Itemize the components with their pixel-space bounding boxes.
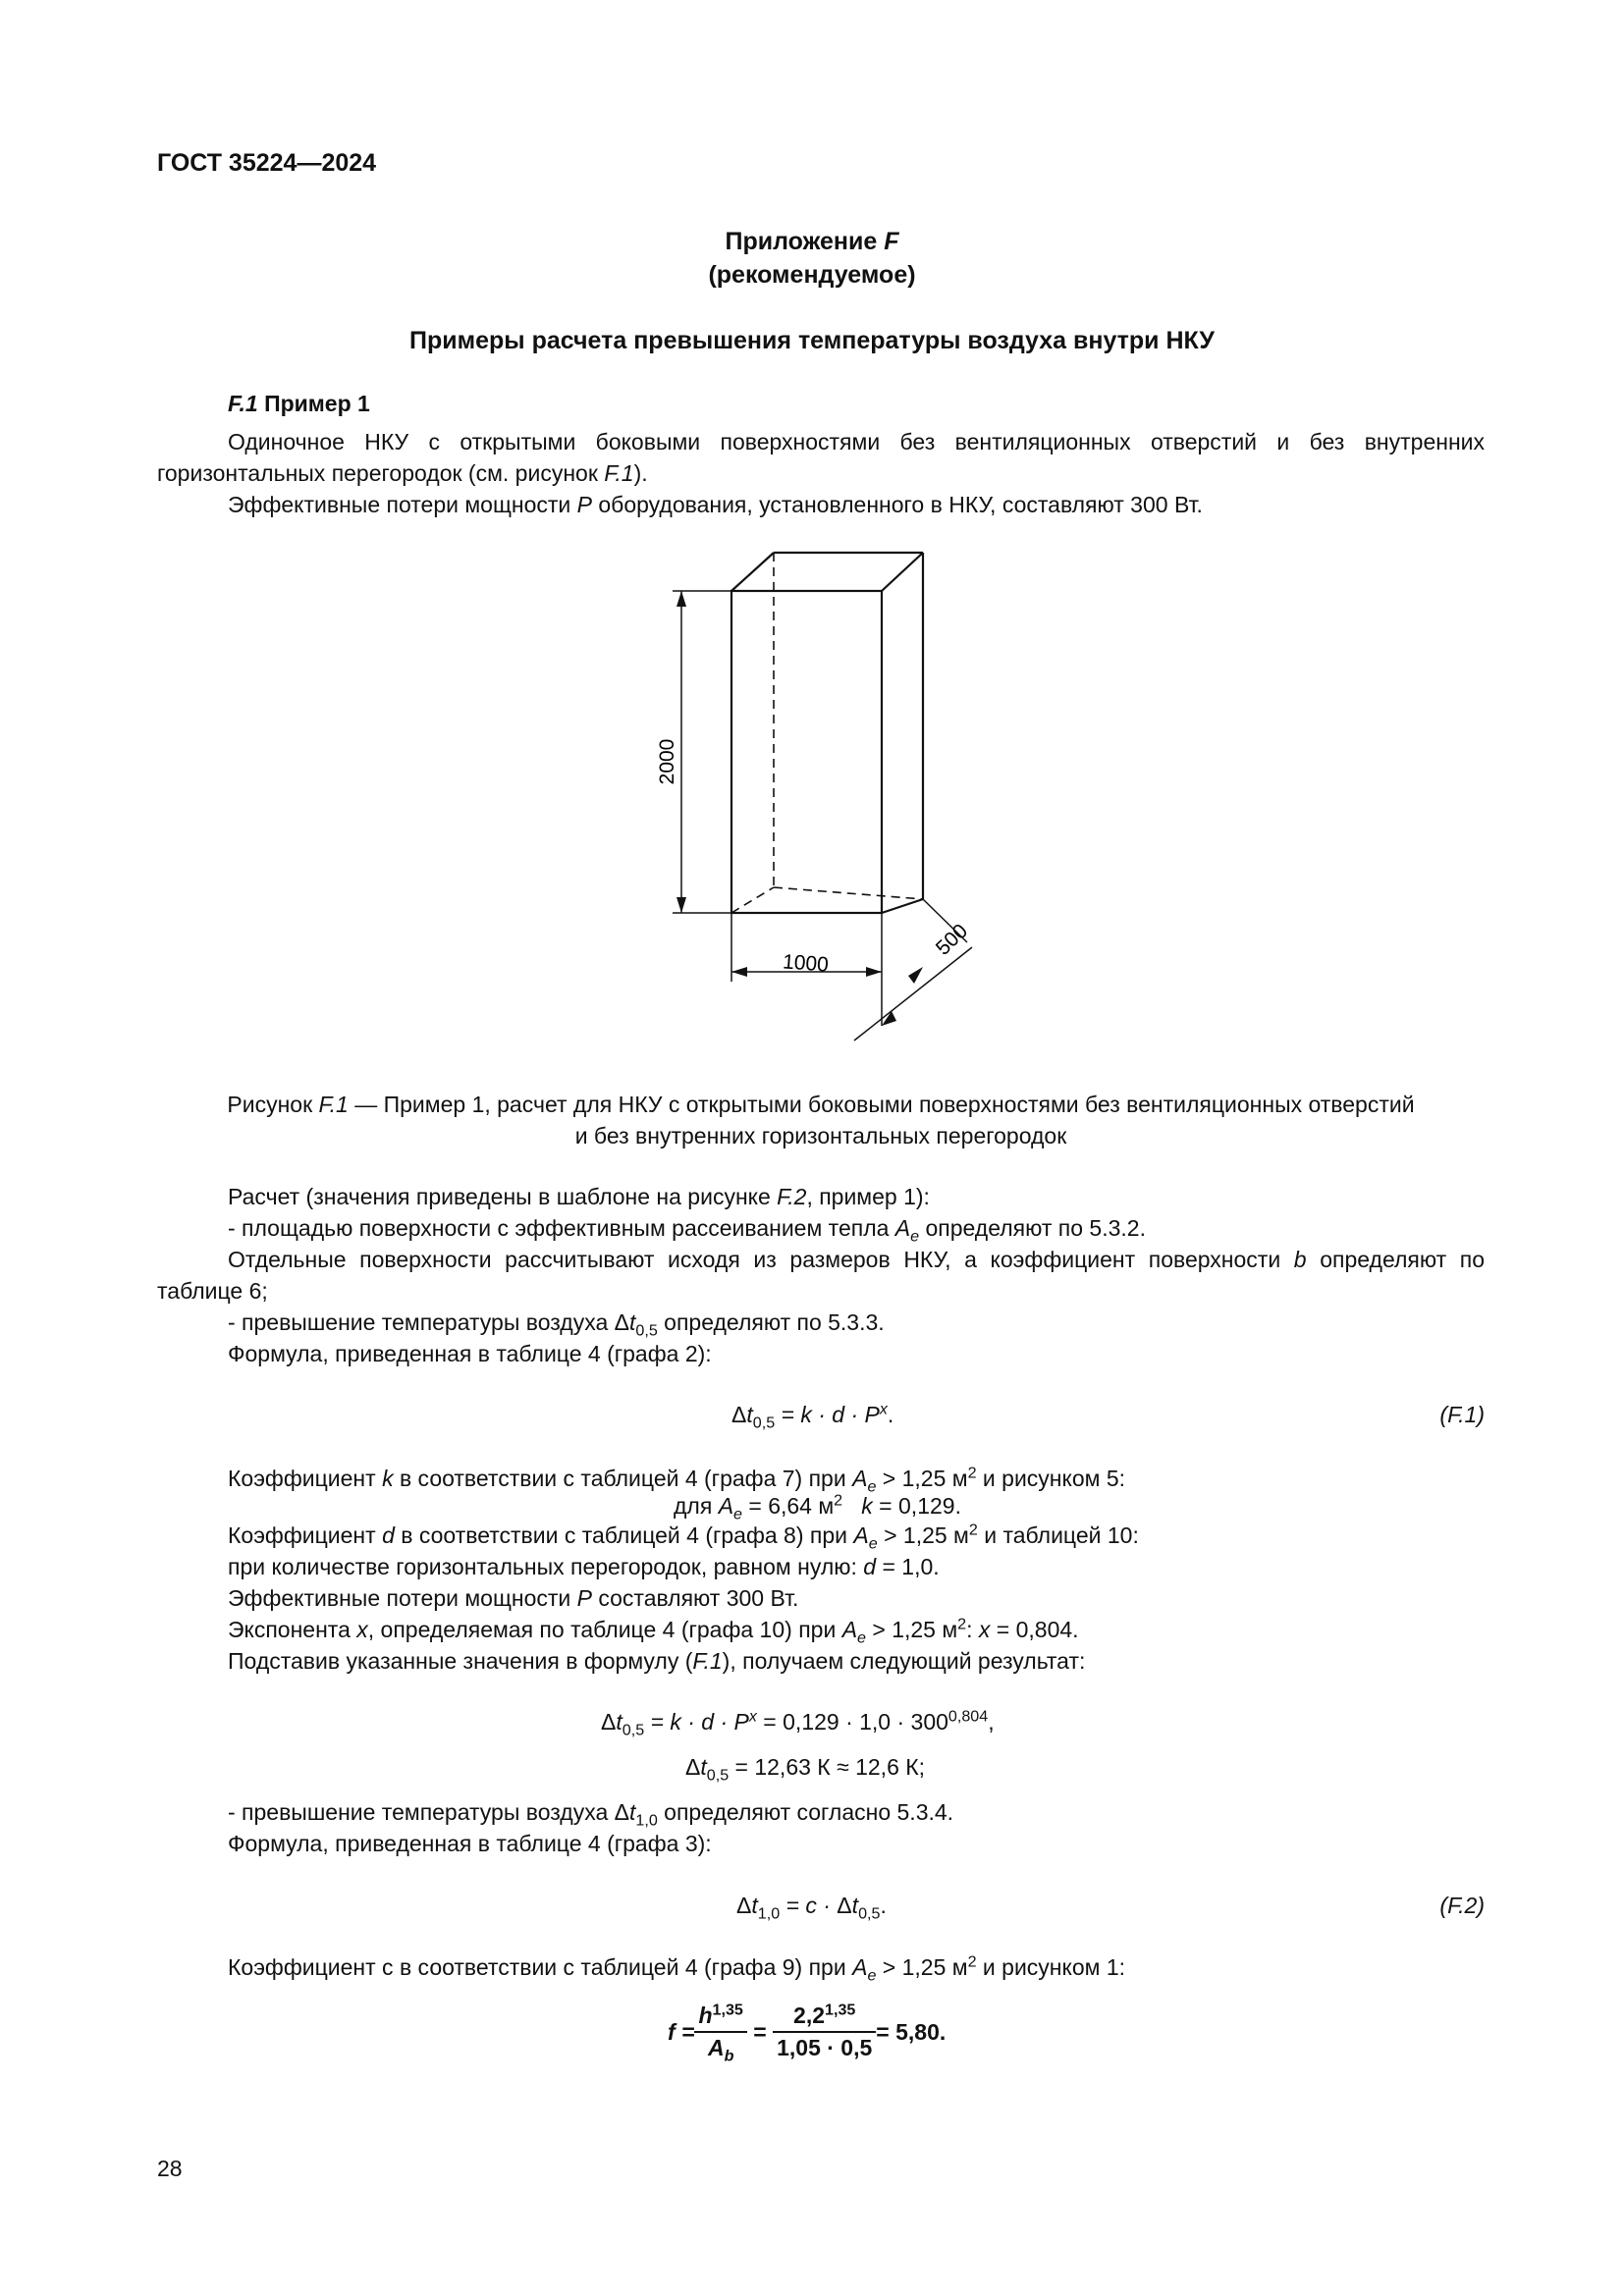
c-line: Коэффициент с в соответствии с таблицей 4 (графа 9) при $A_e > 1,25$ $м^2$ и рисунком 1: <box>228 1952 1125 1985</box>
calc-line-2 <box>228 1212 1146 1244</box>
calc-l1-b: , пример 1): <box>806 1184 930 1209</box>
annex-status: (рекомендуемое) <box>708 261 916 289</box>
calc-l1-a: Расчет (значения приведены в шаблоне на рисунке <box>228 1184 778 1209</box>
delta-symbol: Δ <box>614 1309 630 1335</box>
calc-l1-ref: F.2 <box>777 1184 807 1209</box>
equation-f2-number: (F.2) <box>1439 1893 1485 1918</box>
dim-width-label: 1000 <box>782 950 830 977</box>
d-line-1: Коэффициент d в соответствии с таблицей 4 (графа 8) при $A_e > 1,25$ $м^2$ и таблицей 10: <box>228 1521 1139 1553</box>
calc-l2-a: - площадью поверхности с эффективным рассеиванием тепла <box>228 1215 895 1241</box>
standard-header: ГОСТ 35224—2024 <box>157 149 377 177</box>
f-result: = 5,80. <box>876 2018 947 2045</box>
p2-a: Эффективные потери мощности <box>228 492 577 517</box>
caption-ref: F.1 <box>318 1092 349 1117</box>
p2-b: оборудования, установленного в НКУ, составляют 300 Вт. <box>591 492 1203 517</box>
p-line: Эффективные потери мощности P составляют 300 Вт. <box>228 1585 799 1611</box>
substitution-line: Подставив указанные значения в формулу (F.1), получаем следующий результат: <box>228 1648 1086 1674</box>
d-line-2: при количестве горизонтальных перегородок, равном нулю: d = 1,0. <box>228 1554 940 1579</box>
equation-result-1: $\Delta t_{0,5} = k \cdot d \cdot P^x = 0,129 \cdot 1,0 \cdot 300^{0,804}$, <box>601 1707 995 1739</box>
calc-l3-a: Отдельные поверхности рассчитывают исходя из размеров НКУ, а коэффициент поверхности <box>228 1247 1294 1272</box>
eq1-rest: = k · d · P <box>775 1402 880 1427</box>
t10-formula-intro: Формула, приведенная в таблице 4 (графа 3): <box>228 1831 712 1856</box>
example-paragraph-1 <box>157 426 1485 489</box>
example-number: F.1 <box>228 391 258 416</box>
var-d: d <box>382 1522 395 1548</box>
f-lhs: f = <box>668 2018 695 2045</box>
k-line-2: для $A_e = 6,64$ $м^2$ k = 0,129. <box>674 1491 961 1523</box>
annex-heading: Примеры расчета превышения температуры воздуха внутри НКУ <box>409 327 1215 354</box>
equation-f1: $\Delta t_{0,5} = k \cdot d \cdot P^x$. <box>731 1400 894 1432</box>
calc-l4-b: определяют по 5.3.3. <box>657 1309 885 1335</box>
example-paragraph-2 <box>228 489 1203 520</box>
front-face <box>731 591 882 913</box>
t10-line: - превышение температуры воздуха $\Delta t_{1,0}$ определяют согласно 5.3.4. <box>228 1799 954 1830</box>
p1-end: ). <box>633 460 648 486</box>
equation-f2: $\Delta t_{1,0} = c \cdot \Delta t_{0,5}$. <box>736 1893 887 1923</box>
annex-letter: F <box>884 228 899 255</box>
caption-a: Рисунок <box>227 1092 319 1117</box>
annex-title-text: Приложение <box>725 228 885 255</box>
example-title: Пример 1 <box>257 391 370 416</box>
p1-figure-ref: F.1 <box>604 460 634 486</box>
dim-height-label: 2000 <box>656 738 678 785</box>
calc-l2-b: определяют по 5.3.2. <box>919 1215 1146 1241</box>
annex-title <box>0 228 1624 256</box>
page-number: 28 <box>157 2156 183 2181</box>
example-heading <box>228 391 370 417</box>
p1-text: Одиночное НКУ с открытыми боковыми поверхностями без вентиляционных отверстий и без внутренних горизонтальных перегородок (см. рисунок <box>157 429 1485 486</box>
fraction-1: $\frac{h^{1,35}}{A_b}$ <box>694 2002 746 2061</box>
k-line-1: Коэффициент k в соответствии с таблицей 4 (графа 7) при $A_e > 1,25$ $м^2$ и рисунком 5: <box>228 1464 1125 1496</box>
dim-depth-label: 500 <box>931 919 973 960</box>
equation-f1-number: (F.1) <box>1439 1402 1485 1427</box>
calc-line-5: Формула, приведенная в таблице 4 (графа 2): <box>228 1341 712 1366</box>
fraction-2: $\frac{2,2^{1,35}}{1,05 \cdot 0,5}$ <box>773 2002 876 2061</box>
enclosure-figure <box>638 540 992 1050</box>
var-k: k <box>382 1466 394 1491</box>
calc-line-3 <box>157 1244 1485 1307</box>
p2-var: P <box>576 492 592 517</box>
var-b: b <box>1293 1247 1307 1272</box>
var-ae: A <box>894 1215 911 1241</box>
f-formula: f = $\frac{h^{1,35}}{A_b}$ = $\frac{2,2^{1,35}}{1,05 \cdot 0,5}$ = 5,80. <box>668 2001 947 2065</box>
caption-b: — Пример 1, расчет для НКУ с открытыми боковыми поверхностями без вентиляционных отверстий <box>348 1092 1415 1117</box>
sub-e: e <box>910 1227 920 1246</box>
sub-05: 0,5 <box>635 1321 658 1340</box>
calc-line-4: - превышение температуры воздуха $\Delta t_{0,5}$ определяют по 5.3.3. <box>228 1309 885 1340</box>
calc-l3-b: определяют по таблице 6; <box>157 1247 1485 1304</box>
x-line: Экспонента x, определяемая по таблице 4 (графа 10) при $A_e > 1,25$ $м^2$: x = 0,804. <box>228 1615 1079 1647</box>
figure-caption <box>157 1089 1485 1120</box>
equation-result-2: $\Delta t_{0,5} = 12,63$ К ≈ 12,6 К; <box>685 1754 926 1785</box>
calc-line-1 <box>228 1181 930 1212</box>
calc-l4-a: - превышение температуры воздуха <box>228 1309 615 1335</box>
figure-caption-line2: и без внутренних горизонтальных перегородок <box>574 1123 1067 1148</box>
